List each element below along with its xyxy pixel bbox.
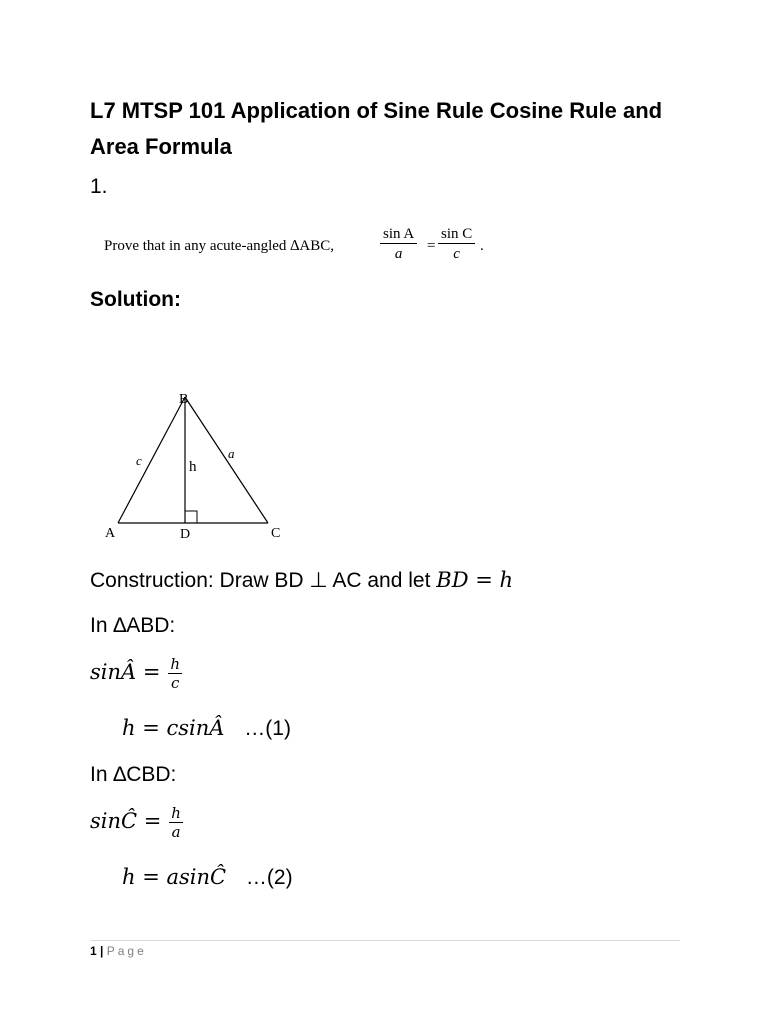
label-side-a: a: [228, 446, 235, 461]
equation-sina: [90, 655, 182, 692]
page-number: 1: [90, 944, 97, 958]
page-word: Page: [106, 944, 147, 958]
solution-heading: Solution:: [90, 288, 181, 311]
fraction-h-over-a: [169, 804, 183, 841]
fraction-sinc-over-c: [438, 226, 475, 263]
heading-triangle-cbd: In ∆CBD:: [90, 763, 177, 786]
problem-statement: [104, 226, 524, 274]
construction-text: Construction: Draw BD ⊥ AC and let: [90, 569, 437, 592]
fraction-denominator: c: [453, 246, 460, 262]
fraction-denominator: a: [171, 823, 181, 841]
heading-triangle-abd: In ∆ABD:: [90, 614, 176, 637]
side-ab: [118, 397, 185, 523]
fraction-h-over-c: [168, 655, 182, 692]
equation-lhs: sinÂ =: [90, 660, 161, 685]
construction-line: [90, 568, 513, 593]
label-d: D: [180, 527, 191, 542]
question-number: 1.: [90, 175, 108, 198]
footer-separator: |: [100, 944, 104, 958]
equation-math: h = csinÂ: [122, 716, 225, 740]
equation-1: [122, 716, 291, 741]
equation-math: h = asinĈ: [122, 865, 227, 889]
equation-lhs: sinĈ =: [90, 809, 162, 834]
problem-text: Prove that in any acute-angled ∆ABC,: [104, 238, 334, 254]
right-angle-marker: [185, 511, 197, 523]
construction-math: BD = h: [436, 568, 514, 592]
fraction-numerator: h: [170, 655, 180, 673]
page-title: L7 MTSP 101 Application of Sine Rule Cosine Rule and Area Formula: [90, 98, 663, 159]
label-a: A: [105, 526, 116, 541]
label-side-c: c: [136, 453, 142, 468]
fraction-numerator: sin C: [438, 226, 475, 244]
label-b: B: [179, 392, 189, 407]
period: .: [480, 238, 484, 254]
equation-label: …(1): [244, 717, 291, 740]
label-c: C: [271, 526, 281, 541]
equals-sign: =: [427, 238, 436, 254]
equation-label: …(2): [245, 866, 293, 889]
equation-2: [122, 865, 293, 890]
fraction-numerator: h: [171, 804, 181, 822]
fraction-denominator: c: [170, 674, 180, 692]
fraction-denominator: a: [394, 246, 403, 262]
label-height-h: h: [189, 459, 197, 475]
page-footer: [90, 944, 147, 958]
triangle-diagram: [100, 385, 300, 545]
fraction-numerator: sin A: [380, 226, 417, 244]
fraction-sina-over-a: [380, 226, 417, 263]
equation-sinc: [90, 804, 183, 841]
side-bc: [185, 397, 268, 523]
footer-divider: [90, 940, 680, 941]
